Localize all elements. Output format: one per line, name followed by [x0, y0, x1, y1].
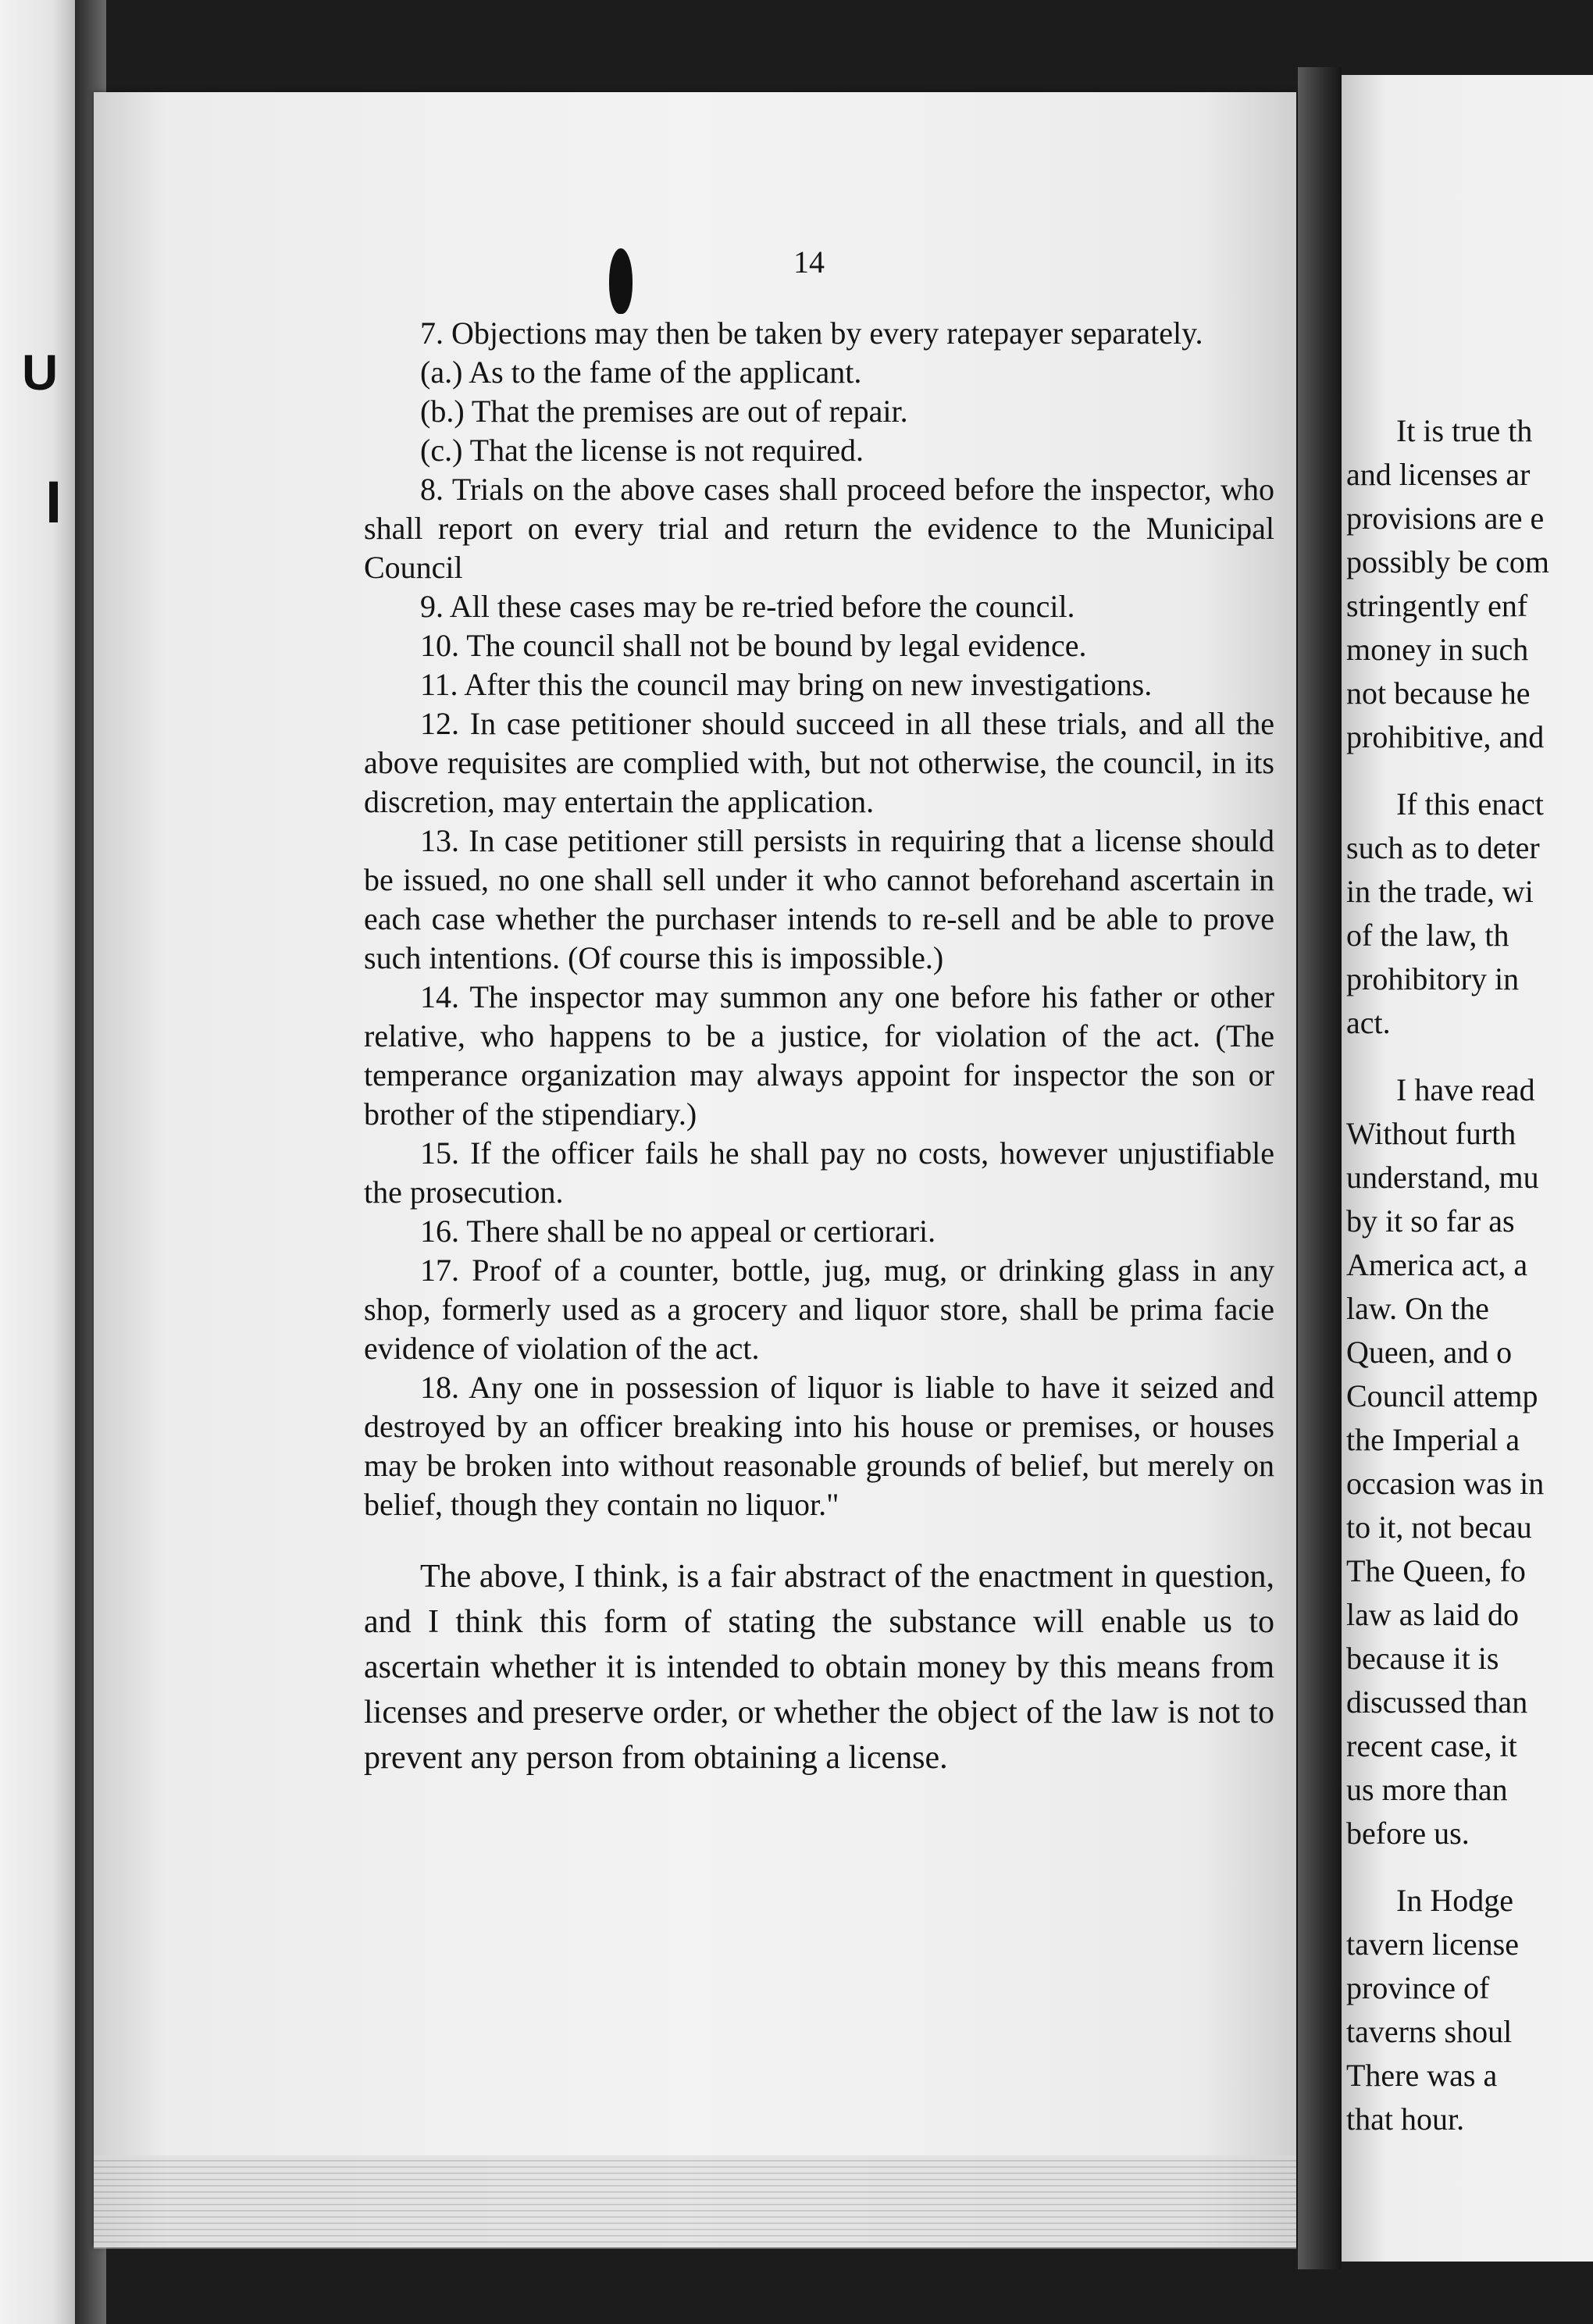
previous-page-letter: I — [45, 469, 62, 536]
right-page-line: act. — [1346, 1005, 1391, 1040]
right-page-line: to it, not becau — [1346, 1510, 1532, 1545]
provision-item: 11. After this the council may bring on new investigations. — [420, 667, 1153, 702]
book-spine — [1298, 67, 1342, 2269]
provision-item: 18. Any one in possession of liquor is liable to have it seized and destroyed by an officer breaking into his house or premises, or houses may be broken into without reasonable grounds of belief, but merely on belief, though they contain no liquor." — [364, 1370, 1274, 1522]
right-page-line: not because he — [1346, 675, 1531, 711]
right-page-line: prohibitory in — [1346, 961, 1520, 996]
right-page-line: that hour. — [1346, 2101, 1465, 2137]
right-page-line: recent case, it — [1346, 1728, 1517, 1763]
right-page-line: in the trade, wi — [1346, 874, 1534, 909]
provision-item: 16. There shall be no appeal or certiorari. — [420, 1214, 936, 1249]
provision-item: (c.) That the license is not required. — [420, 433, 864, 468]
right-page-line: Council attemp — [1346, 1378, 1538, 1413]
provision-item: 10. The council shall not be bound by legal evidence. — [420, 628, 1087, 663]
previous-page-letter: U — [22, 344, 59, 401]
right-page-line: tavern license — [1346, 1927, 1519, 1962]
right-page-line: There was a — [1346, 2058, 1498, 2093]
right-page-line: Without furth — [1346, 1116, 1516, 1151]
page-stack-edges — [94, 2155, 1296, 2249]
provision-item: 17. Proof of a counter, bottle, jug, mug, or drinking glass in any shop, formerly used as a grocery and liquor store, shall be prima facie evidence of violation of the act. — [364, 1253, 1274, 1366]
right-page-line: province of — [1346, 1970, 1490, 2005]
right-page-line: It is true th — [1396, 413, 1533, 448]
right-page-line: by it so far as — [1346, 1203, 1515, 1239]
right-page-line: The Queen, fo — [1346, 1553, 1526, 1588]
right-page-line: law as laid do — [1346, 1597, 1520, 1632]
main-text-column — [364, 314, 1274, 1780]
right-page-line: the Imperial a — [1346, 1422, 1520, 1457]
right-page-line: prohibitive, and — [1346, 719, 1545, 754]
page-right-partial — [1342, 75, 1593, 2262]
right-page-line: money in such — [1346, 632, 1529, 667]
provision-item: 8. Trials on the above cases shall proceed before the inspector, who shall report on every trial and return the evidence to the Municipal Council — [364, 472, 1274, 585]
provision-item: 9. All these cases may be re-tried before the council. — [420, 589, 1075, 624]
right-page-line: and licenses ar — [1346, 457, 1531, 492]
right-page-line: before us. — [1346, 1816, 1470, 1851]
right-page-line: provisions are e — [1346, 501, 1545, 536]
provision-item: (b.) That the premises are out of repair. — [420, 394, 908, 429]
right-page-line: stringently enf — [1346, 588, 1528, 623]
right-page-line: possibly be com — [1346, 544, 1549, 579]
closing-paragraph: The above, I think, is a fair abstract of the enactment in question, and I think this form of stating the substance will enable us to ascertain whether it is intended to obtain money by this means from licenses and preserve order, or whether the object of the law is not to prevent any person from obtaining a license. — [364, 1559, 1274, 1776]
right-page-line: discussed than — [1346, 1684, 1528, 1720]
paragraph-gap — [1346, 1045, 1593, 1068]
right-page-line: law. On the — [1346, 1291, 1489, 1326]
provision-item: 7. Objections may then be taken by every ratepayer separately. — [420, 315, 1203, 351]
provision-item: 14. The inspector may summon any one before his father or other relative, who happens to be a justice, for violation of the act. (The temperance organization may always appoint for inspector the son or brother of the stipendiary.) — [364, 979, 1274, 1132]
right-page-line: because it is — [1346, 1641, 1499, 1676]
right-page-line: us more than — [1346, 1772, 1508, 1807]
right-page-line: Queen, and o — [1346, 1335, 1513, 1370]
page-number: 14 — [793, 244, 825, 280]
ink-blot-mark — [609, 248, 633, 314]
right-page-line: I have read — [1396, 1072, 1535, 1107]
right-page-line: taverns shoul — [1346, 2014, 1513, 2049]
right-page-line: of the law, th — [1346, 918, 1509, 953]
enumerated-provisions — [364, 314, 1274, 1524]
right-page-line: America act, a — [1346, 1247, 1528, 1282]
provision-item: 13. In case petitioner still persists in requiring that a license should be issued, no one shall sell under it who cannot beforehand ascertain in each case whether the purchaser intends to re-sell and be able to prove such intentions. (Of course this is impossible.) — [364, 823, 1274, 975]
right-page-line: occasion was in — [1346, 1466, 1545, 1501]
right-page-line: such as to deter — [1346, 830, 1540, 865]
provision-item: 12. In case petitioner should succeed in all these trials, and all the above requisites are complied with, but not otherwise, the council, in its discretion, may entertain the application. — [364, 706, 1274, 819]
right-page-line: If this enact — [1396, 786, 1544, 822]
previous-page-edge — [0, 0, 75, 2324]
right-page-line: In Hodge — [1396, 1883, 1513, 1918]
provision-item: (a.) As to the fame of the applicant. — [420, 355, 862, 390]
provision-item: 15. If the officer fails he shall pay no costs, however unjustifiable the prosecution. — [364, 1135, 1274, 1210]
right-page-text — [1346, 409, 1593, 2141]
right-page-line: understand, mu — [1346, 1160, 1539, 1195]
paragraph-gap — [1346, 759, 1593, 782]
paragraph-gap — [1346, 1855, 1593, 1879]
